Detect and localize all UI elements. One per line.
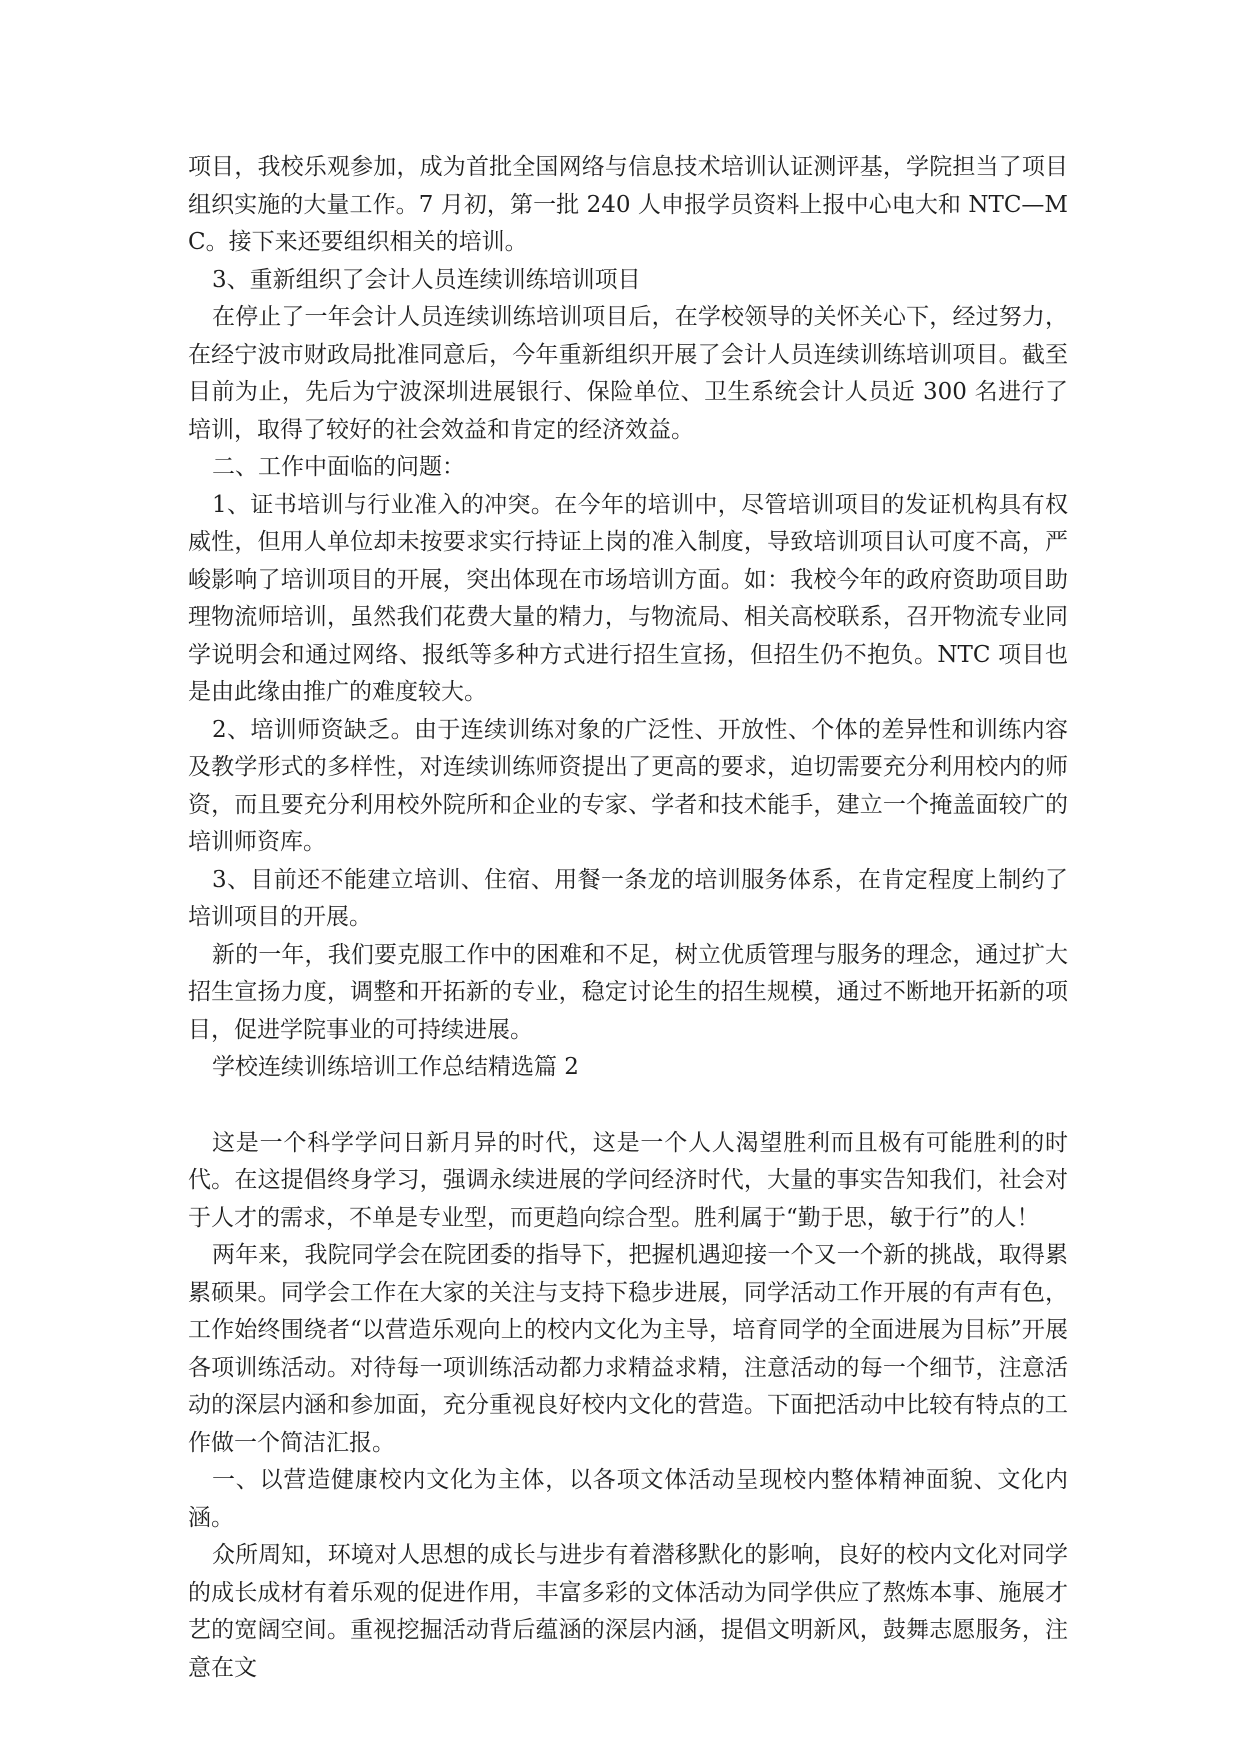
body-paragraph: 这是一个科学学问日新月异的时代，这是一个人人渴望胜利而且极有可能胜利的时代。在这提倡终身学习，强调永续进展的学问经济时代，大量的事实告知我们，社会对于人才的需求，不单是专业型，而更趋向综合型。胜利属于“勤于思，敏于行”的人！ xyxy=(188,1129,1068,1231)
body-paragraph-truncated: 众所周知，环境对人思想的成长与进步有着潜移默化的影响，良好的校内文化对同学的成长成材有着乐观的促进作用，丰富多彩的文体活动为同学供应了熬炼本事、施展才艺的宽阔空间。重视挖掘活动背后蕴涵的深层内涵，提倡文明新风，鼓舞志愿服务，注意在文 xyxy=(188,1542,1068,1681)
numbered-paragraph-2: 2、培训师资缺乏。由于连续训练对象的广泛性、开放性、个体的差异性和训练内容及教学形式的多样性，对连续训练师资提出了更高的要求，迫切需要充分利用校内的师资，而且要充分利用校外院所和企业的专家、学者和技术能手，建立一个掩盖面较广的培训师资库。 xyxy=(188,716,1068,855)
document-text-block xyxy=(188,149,1068,1687)
body-paragraph-continuation: 项目，我校乐观参加，成为首批全国网络与信息技术培训认证测评基，学院担当了项目组织实施的大量工作。7 月初，第一批 240 人申报学员资料上报中心电大和 NTC—MC。接下来还要组织相关的培训。 xyxy=(188,154,1068,255)
numbered-paragraph-1: 1、证书培训与行业准入的冲突。在今年的培训中，尽管培训项目的发证机构具有权威性，但用人单位却未按要求实行持证上岗的准入制度，导致培训项目认可度不高，严峻影响了培训项目的开展，突出体现在市场培训方面。如：我校今年的政府资助项目助理物流师培训，虽然我们花费大量的精力，与物流局、相关高校联系，召开物流专业同学说明会和通过网络、报纸等多种方式进行招生宣扬，但招生仍不抱负。NTC 项目也是由此缘由推广的难度较大。 xyxy=(188,491,1068,705)
section-heading-culture: 一、以营造健康校内文化为主体，以各项文体活动呈现校内整体精神面貌、文化内涵。 xyxy=(188,1467,1068,1531)
closing-paragraph: 新的一年，我们要克服工作中的困难和不足，树立优质管理与服务的理念，通过扩大招生宣扬力度，调整和开拓新的专业，稳定讨论生的招生规模，通过不断地开拓新的项目，促进学院事业的可持续进展。 xyxy=(188,941,1068,1043)
section-title-part2: 学校连续训练培训工作总结精选篇 2 xyxy=(212,1054,579,1080)
section-heading-problems: 二、工作中面临的问题： xyxy=(212,454,465,480)
numbered-paragraph-3: 3、目前还不能建立培训、住宿、用餐一条龙的培训服务体系，在肯定程度上制约了培训项目的开展。 xyxy=(188,866,1068,930)
numbered-item-heading: 3、重新组织了会计人员连续训练培训项目 xyxy=(212,266,641,293)
body-paragraph: 两年来，我院同学会在院团委的指导下，把握机遇迎接一个又一个新的挑战，取得累累硕果。同学会工作在大家的关注与支持下稳步进展，同学活动工作开展的有声有色，工作始终围绕者“以营造乐观向上的校内文化为主导，培育同学的全面进展为目标”开展各项训练活动。对待每一项训练活动都力求精益求精，注意活动的每一个细节，注意活动的深层内涵和参加面，充分重视良好校内文化的营造。下面把活动中比较有特点的工作做一个简洁汇报。 xyxy=(188,1242,1068,1456)
body-paragraph: 在停止了一年会计人员连续训练培训项目后，在学校领导的关怀关心下，经过努力，在经宁波市财政局批准同意后，今年重新组织开展了会计人员连续训练培训项目。截至目前为止，先后为宁波深圳进展银行、保险单位、卫生系统会计人员近 300 名进行了培训，取得了较好的社会效益和肯定的经济效益。 xyxy=(188,304,1068,443)
